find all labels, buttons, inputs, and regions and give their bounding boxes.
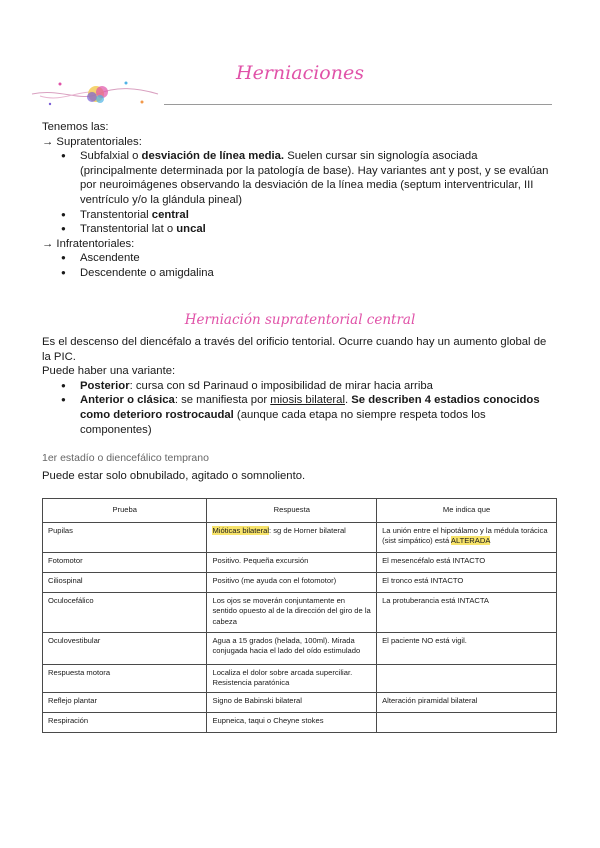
page-title: Herniaciones bbox=[236, 62, 364, 84]
table-cell: Eupneica, taqui o Cheyne stokes bbox=[207, 712, 377, 732]
table-cell: Ciliospinal bbox=[43, 572, 207, 592]
stage-block bbox=[42, 451, 557, 483]
table-row bbox=[43, 692, 557, 712]
stage-heading: 1er estadío o diencefálico temprano bbox=[42, 452, 209, 464]
section-body bbox=[42, 335, 557, 437]
table-row bbox=[43, 664, 557, 692]
stage-description: Puede estar solo obnubilado, agitado o somnoliento. bbox=[42, 469, 306, 482]
table-cell: El tronco está INTACTO bbox=[377, 572, 557, 592]
intro-lead: Tenemos las: bbox=[42, 121, 109, 133]
list-item: ● Transtentorial central bbox=[80, 208, 557, 223]
list-item: ● Posterior: cursa con sd Parinaud o imposibilidad de mirar hacia arriba bbox=[80, 379, 557, 394]
table-cell: La protuberancia está INTACTA bbox=[377, 592, 557, 632]
column-header: Respuesta bbox=[207, 499, 377, 523]
table-cell: Respuesta motora bbox=[43, 664, 207, 692]
table-cell bbox=[377, 712, 557, 732]
table-cell: Oculovestibular bbox=[43, 632, 207, 664]
table-cell: Los ojos se moverán conjuntamente en sentido opuesto al de la dirección del giro de la cabeza bbox=[207, 592, 377, 632]
list-item: ● Transtentorial lat o uncal bbox=[80, 222, 557, 237]
stage-table bbox=[42, 498, 557, 733]
section-paragraph: Puede haber una variante: bbox=[42, 365, 176, 378]
title-divider bbox=[164, 104, 552, 105]
infra-heading: → Infratentoriales: bbox=[42, 237, 135, 250]
variant-list bbox=[42, 379, 557, 437]
table-cell: Agua a 15 grados (helada, 100ml). Mirada conjugada hacia el lado del oído estimulado bbox=[207, 632, 377, 664]
supra-list bbox=[42, 149, 557, 237]
table-cell: La unión entre el hipotálamo y la médula torácica (sist simpático) está ALTERADA bbox=[377, 522, 557, 552]
table-cell: Signo de Babinski bilateral bbox=[207, 692, 377, 712]
supra-heading: → Supratentoriales: bbox=[42, 135, 142, 148]
table-cell: Fotomotor bbox=[43, 552, 207, 572]
table-row bbox=[43, 592, 557, 632]
table-cell: Reflejo plantar bbox=[43, 692, 207, 712]
table-cell: Pupilas bbox=[43, 522, 207, 552]
table-cell: El mesencéfalo está INTACTO bbox=[377, 552, 557, 572]
infra-list bbox=[42, 251, 557, 280]
table-row bbox=[43, 572, 557, 592]
table-cell: El paciente NO está vigil. bbox=[377, 632, 557, 664]
column-header: Prueba bbox=[43, 499, 207, 523]
table-cell: Oculocefálico bbox=[43, 592, 207, 632]
table-cell: Localiza el dolor sobre arcada superciliar. Resistencia paratónica bbox=[207, 664, 377, 692]
list-item: ● Ascendente bbox=[80, 251, 557, 266]
decorative-ribbon-icon bbox=[30, 74, 160, 110]
table-row bbox=[43, 522, 557, 552]
table-row bbox=[43, 552, 557, 572]
section-title: Herniación supratentorial central bbox=[184, 312, 416, 328]
section-paragraph: Es el descenso del diencéfalo a través del orificio tentorial. Ocurre cuando hay un aumento global de la PIC. bbox=[42, 336, 547, 363]
list-item: ● Descendente o amigdalina bbox=[80, 266, 557, 281]
table-row bbox=[43, 712, 557, 732]
column-header: Me indica que bbox=[377, 499, 557, 523]
herniation-types bbox=[42, 120, 557, 281]
table-cell: Positivo (me ayuda con el fotomotor) bbox=[207, 572, 377, 592]
table-cell: Respiración bbox=[43, 712, 207, 732]
table-row bbox=[43, 632, 557, 664]
table-header-row bbox=[43, 499, 557, 523]
list-item: ● Anterior o clásica: se manifiesta por miosis bilateral. Se describen 4 estadios conocidos como deterioro rostrocaudal (aunque cada etapa no siempre respeta todos los componentes) bbox=[80, 393, 557, 437]
list-item: ● Subfalxial o desviación de línea media. Suelen cursar sin signología asociada (principalmente determinada por la patología de base). Hay variantes ant y post, y se evalúan por neuroimágenes observando la desviación de la línea media (septum interventricular, III ventrículo y/o la glándula pineal) bbox=[80, 149, 557, 207]
table-cell bbox=[377, 664, 557, 692]
table-cell: Alteración piramidal bilateral bbox=[377, 692, 557, 712]
table-cell: Mióticas bilateral: sg de Horner bilateral bbox=[207, 522, 377, 552]
table-cell: Positivo. Pequeña excursión bbox=[207, 552, 377, 572]
